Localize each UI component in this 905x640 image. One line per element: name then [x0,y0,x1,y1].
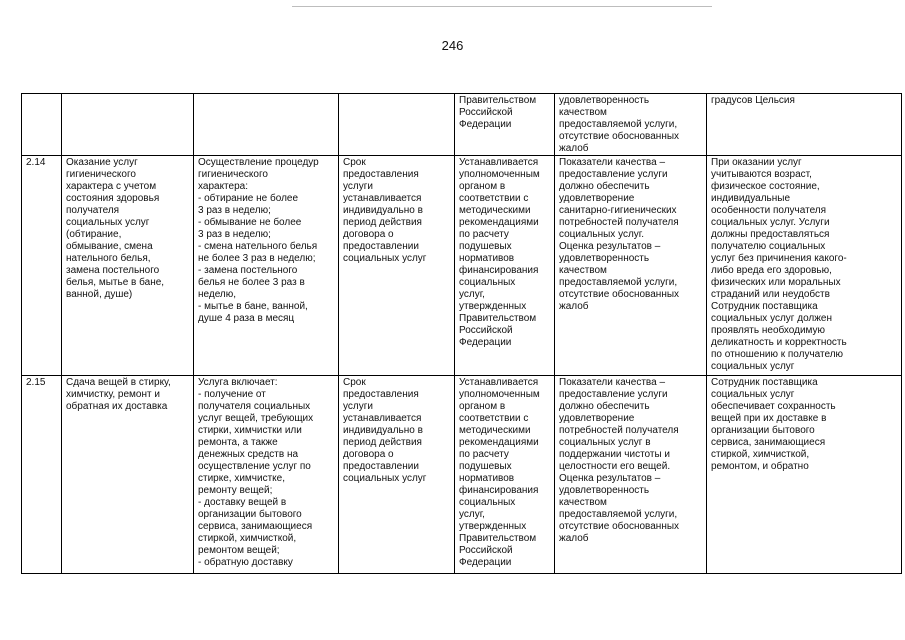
page-top-rule [292,6,712,7]
cell-text-line: отсутствие обоснованных [559,521,680,532]
cell-text-line: методическими [459,425,531,436]
cell-text-line: потребностей получателя [559,217,679,228]
cell-text-line: утвержденных [459,521,527,532]
row-number-cell [22,376,62,574]
cell-text-line: Показатели качества – [559,157,666,168]
cell-text-line: рекомендациями [459,217,539,228]
cell-text-line: социальных услуг [711,389,795,400]
cell-text-line: должны предоставляться [711,229,830,240]
cell-text-line: физическое состояние, [711,181,820,192]
term-cell [339,94,455,156]
cell-text-line: предоставляемой услуги, [559,119,678,130]
page-number: 246 [441,38,464,53]
cell-text-line: получателю социальных [711,241,826,252]
cell-text-line: период действия [343,437,422,448]
cell-text-line: денежных средств на [198,449,299,460]
cell-text-line: по расчету [459,229,509,240]
cell-text-line: индивидуальные [711,193,791,204]
cell-text-line: договора о [343,449,394,460]
cell-text-line: органом в [459,401,506,412]
cell-text-line: социальных [459,277,516,288]
cell-text-line: - обмывание не более [198,217,302,228]
table-row [22,94,902,156]
cell-text-line: сервиса, занимающиеся [198,521,313,532]
cell-text-line: социальных услуг в [559,437,651,448]
cell-text-line: ремонтом вещей; [198,545,280,556]
cell-text-line: 3 раз в неделю; [198,205,271,216]
cell-text-line: органом в [459,181,506,192]
service-content-cell [194,156,339,376]
cell-text-line: услуги [343,401,373,412]
table-row [22,376,902,574]
cell-text-line: стирки, химчистки или [198,425,302,436]
cell-text-line: Российской [459,107,513,118]
cell-text-line: Российской [459,325,513,336]
cell-text-line: отсутствие обоснованных [559,131,680,142]
cell-text-line: Правительством [459,313,537,324]
cell-text-line: услуги [343,181,373,192]
cell-text-line: При оказании услуг [711,157,802,168]
cell-text-line: предоставлении [343,461,419,472]
cell-text-line: предоставление услуги [559,389,668,400]
cell-text-line: - мытье в бане, ванной, [198,301,308,312]
cell-text-line: стирке, химчистке, [198,473,285,484]
cell-text-line: замена постельного [66,265,160,276]
term-cell [339,376,455,574]
cell-text-line: Устанавливается [459,377,539,388]
cell-text-line: удовлетворение [559,193,635,204]
cell-text-line: Правительством [459,95,537,106]
cell-text-line: услуг без причинения какого- [711,253,847,264]
cell-text-line: уполномоченным [459,389,540,400]
cell-text-line: финансирования [459,265,539,276]
cell-text-line: ремонтом, и обратно [711,461,809,472]
cell-text-line: услуг, [459,289,485,300]
quality-cell [555,376,707,574]
cell-text-line: учитываются возраст, [711,169,812,180]
quality-cell [555,156,707,376]
cell-text-line: Сотрудник поставщика [711,377,818,388]
cell-text-line: не более 3 раз в неделю; [198,253,316,264]
quality-cell [555,94,707,156]
cell-text-line: вещей при их доставке в [711,413,827,424]
cell-text-line: Показатели качества – [559,377,666,388]
cell-text-line: - замена постельного [198,265,298,276]
cell-text-line: устанавливается [343,193,422,204]
cell-text-line: индивидуально в [343,425,423,436]
cell-text-line: по отношению к получателю [711,349,844,360]
services-table [21,93,902,574]
cell-text-line: предоставление услуги [559,169,668,180]
cell-text-line: Услуга включает: [198,377,278,388]
term-cell [339,156,455,376]
cell-text-line: нательного белья, [66,253,151,264]
cell-text-line: удовлетворенность [559,485,650,496]
conditions-cell [707,94,902,156]
cell-text-line: услуг вещей, требующих [198,413,314,424]
cell-text-line: ремонта, а также [198,437,278,448]
cell-text-line: уполномоченным [459,169,540,180]
cell-text-line: состояния здоровья [66,193,160,204]
cell-text-line: - доставку вещей в [198,497,287,508]
conditions-cell [707,156,902,376]
cell-text-line: характера с учетом [66,181,157,192]
cell-text-line: Оказание услуг [66,157,138,168]
service-content-cell [194,94,339,156]
cell-text-line: - смена нательного белья [198,241,318,252]
cell-text-line: либо вреда его здоровью, [711,265,832,276]
cell-text-line: социальных услуг [343,473,427,484]
cell-text-line: отсутствие обоснованных [559,289,680,300]
cell-text-line: получателя социальных [198,401,311,412]
cell-text-line: соответствии с [459,413,529,424]
cell-text-line: подушевых [459,461,512,472]
cell-text-line: социальных [459,497,516,508]
cell-text-line: организации бытового [198,509,302,520]
cell-text-line: утвержденных [459,301,527,312]
row-number: 2.14 [26,157,46,168]
cell-text-line: (обтирание, [66,229,122,240]
cell-text-line: проявлять необходимую [711,325,826,336]
cell-text-line: услуг, [459,509,485,520]
cost-cell [455,94,555,156]
service-name-cell [62,376,194,574]
row-number-cell [22,94,62,156]
service-name-cell [62,94,194,156]
cost-cell [455,376,555,574]
cell-text-line: Срок [343,377,366,388]
cell-text-line: деликатность и корректность [711,337,847,348]
cell-text-line: Устанавливается [459,157,539,168]
cell-text-line: целостности его вещей. [559,461,671,472]
cell-text-line: финансирования [459,485,539,496]
cell-text-line: Оценка результатов – [559,241,661,252]
cell-text-line: должно обеспечить [559,181,650,192]
cell-text-line: социальных услуг [343,253,427,264]
cell-text-line: качеством [559,265,607,276]
service-content-cell [194,376,339,574]
cell-text-line: социальных услуг. [559,229,645,240]
cell-text-line: предоставления [343,389,419,400]
cell-text-line: химчистку, ремонт и [66,389,160,400]
cell-text-line: жалоб [559,533,589,544]
cell-text-line: - обратную доставку [198,557,293,568]
cell-text-line: получателя [66,205,120,216]
cell-text-line: особенности получателя [711,205,827,216]
cell-text-line: качеством [559,497,607,508]
conditions-cell [707,376,902,574]
cell-text-line: социальных услуг [711,361,795,372]
cell-text-line: Сдача вещей в стирку, [66,377,171,388]
cell-text-line: душе 4 раза в месяц [198,313,295,324]
cell-text-line: подушевых [459,241,512,252]
cell-text-line: Российской [459,545,513,556]
cell-text-line: гигиенического [198,169,268,180]
table-row [22,156,902,376]
cell-text-line: предоставляемой услуги, [559,509,678,520]
cell-text-line: организации бытового [711,425,815,436]
cell-text-line: потребностей получателя [559,425,679,436]
cell-text-line: характера: [198,181,248,192]
cell-text-line: стиркой, химчисткой, [711,449,810,460]
cell-text-line: градусов Цельсия [711,95,795,106]
cell-text-line: социальных услуг должен [711,313,833,324]
cell-text-line: Федерации [459,119,512,130]
cell-text-line: Федерации [459,337,512,348]
cell-text-line: методическими [459,205,531,216]
cell-text-line: страданий или неудобств [711,289,830,300]
cell-text-line: жалоб [559,143,589,154]
cell-text-line: предоставлении [343,241,419,252]
cell-text-line: Федерации [459,557,512,568]
cell-text-line: Осуществление процедур [198,157,319,168]
cell-text-line: поддержании чистоты и [559,449,671,460]
cell-text-line: санитарно-гигиенических [559,205,677,216]
cell-text-line: обеспечивает сохранность [711,401,836,412]
cell-text-line: белья, мытье в бане, [66,277,165,288]
cell-text-line: белья не более 3 раз в [198,277,305,288]
cell-text-line: социальных услуг. Услуги [711,217,830,228]
cell-text-line: нормативов [459,253,515,264]
cell-text-line: предоставления [343,169,419,180]
cell-text-line: удовлетворенность [559,95,650,106]
cell-text-line: стиркой, химчисткой, [198,533,297,544]
cell-text-line: устанавливается [343,413,422,424]
cell-text-line: ремонту вещей; [198,485,273,496]
cell-text-line: договора о [343,229,394,240]
cell-text-line: удовлетворенность [559,253,650,264]
cell-text-line: нормативов [459,473,515,484]
cell-text-line: Сотрудник поставщика [711,301,818,312]
cell-text-line: сервиса, занимающиеся [711,437,826,448]
cell-text-line: социальных услуг [66,217,150,228]
cell-text-line: рекомендациями [459,437,539,448]
cell-text-line: физических или моральных [711,277,841,288]
cell-text-line: обмывание, смена [66,241,153,252]
cell-text-line: удовлетворение [559,413,635,424]
cell-text-line: Срок [343,157,366,168]
cell-text-line: жалоб [559,301,589,312]
cell-text-line: гигиенического [66,169,136,180]
cell-text-line: предоставляемой услуги, [559,277,678,288]
cell-text-line: ванной, душе) [66,289,133,300]
cell-text-line: должно обеспечить [559,401,650,412]
service-name-cell [62,156,194,376]
cell-text-line: Правительством [459,533,537,544]
cell-text-line: качеством [559,107,607,118]
row-number-cell [22,156,62,376]
cell-text-line: - обтирание не более [198,193,299,204]
cell-text-line: соответствии с [459,193,529,204]
cell-text-line: период действия [343,217,422,228]
cell-text-line: индивидуально в [343,205,423,216]
cell-text-line: неделю, [198,289,237,300]
cell-text-line: по расчету [459,449,509,460]
cell-text-line: - получение от [198,389,266,400]
cell-text-line: обратная их доставка [66,401,168,412]
cell-text-line: 3 раз в неделю; [198,229,271,240]
cell-text-line: осуществление услуг по [198,461,311,472]
cell-text-line: Оценка результатов – [559,473,661,484]
cost-cell [455,156,555,376]
row-number: 2.15 [26,377,46,388]
